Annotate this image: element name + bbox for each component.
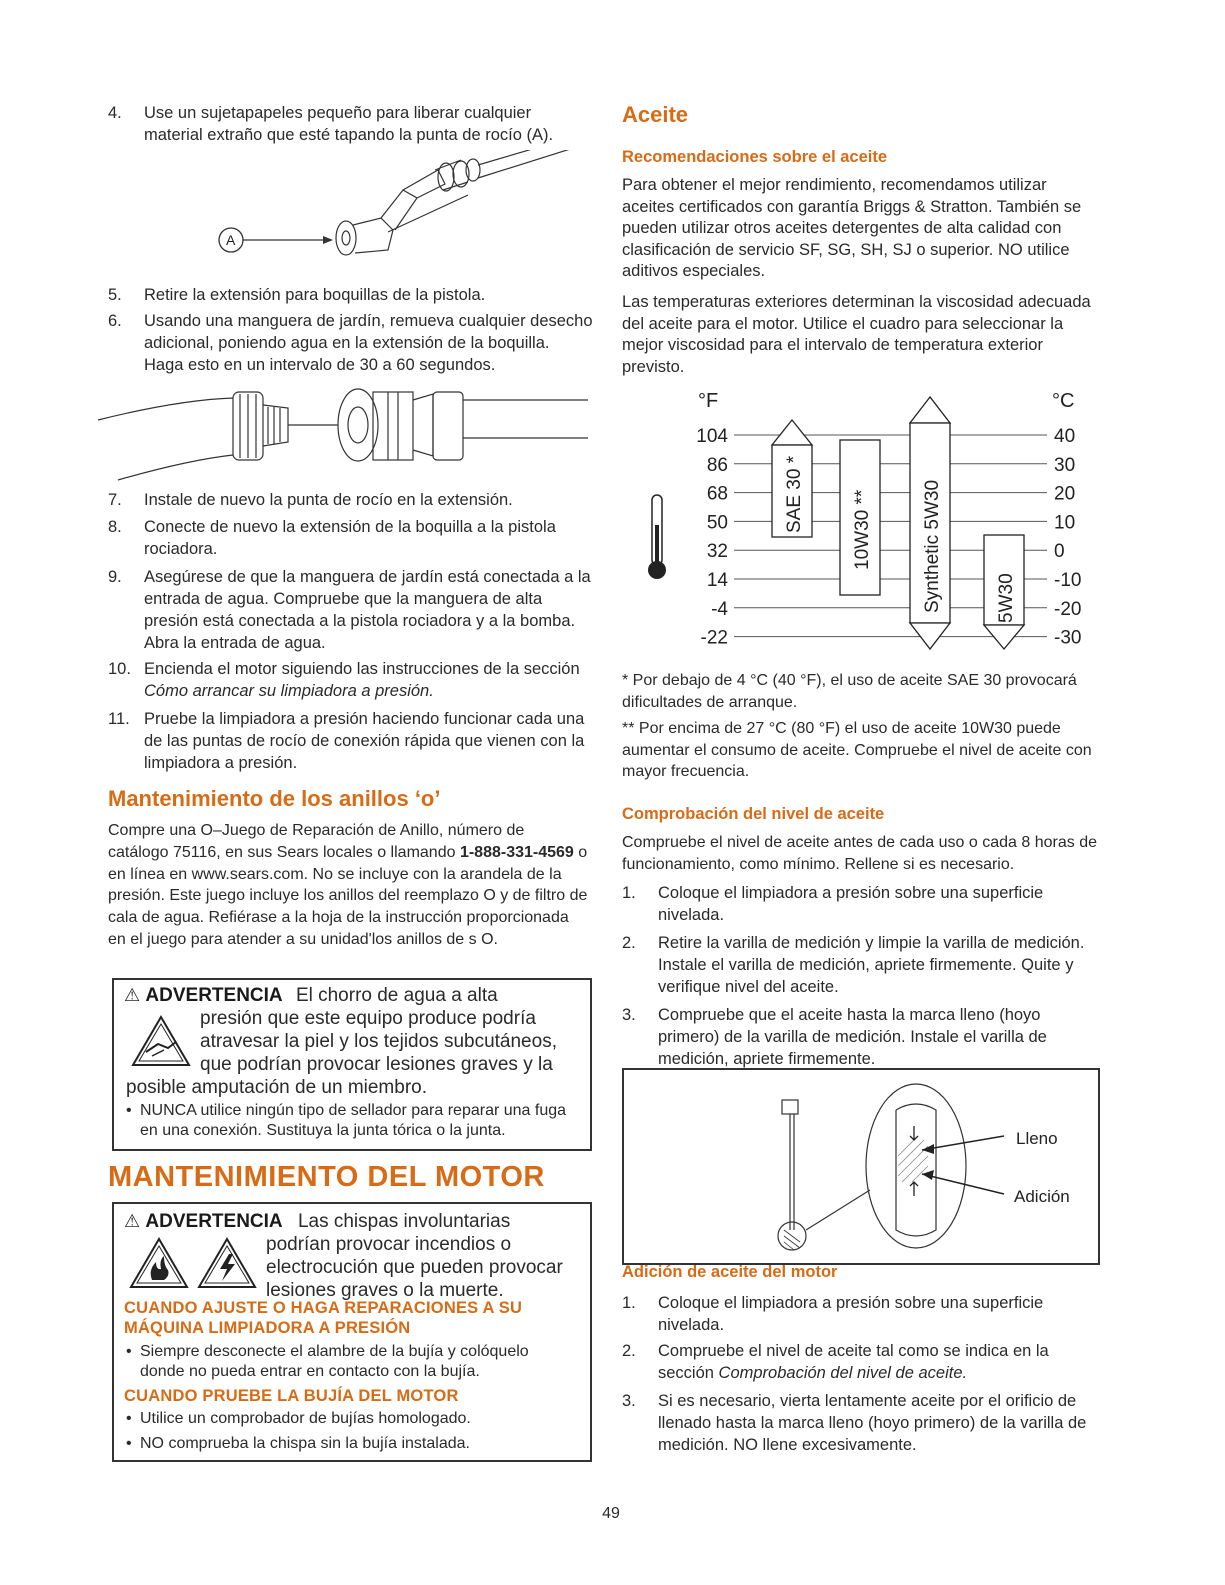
step-text: Pruebe la limpiadora a presión haciendo funcionar cada una de las puntas de rocío de conexión rápida que vienen con la limpiadora a presión. — [144, 710, 585, 772]
fahrenheit-tick-label: 14 — [706, 570, 728, 591]
check-step-3: 3. Compruebe que el aceite hasta la marca lleno (hoyo primero) de la varilla de medición. Instale el varilla de medición, apriete firmemente. — [622, 1006, 1047, 1068]
5w30-label: 5W30 — [996, 573, 1017, 623]
step-text: Usando una manguera de jardín, remueva cualquier desecho adicional, poniendo agua en la extensión de la boquilla. Haga esto en un intervalo de 30 a 60 segundos. — [144, 312, 593, 374]
warning-subheading: CUANDO AJUSTE O HAGA REPARACIONES A SU MÁQUINA LIMPIADORA A PRESIÓN — [124, 1299, 523, 1337]
step-number: 8. — [108, 518, 122, 536]
oil-recommendations-paragraph: Para obtener el mejor rendimiento, recomendamos utilizar aceites certificados con garantía Briggs & Stratton. También se pueden utilizar otros aceites detergentes de alta calidad con clasificación de servicio SF, SG, SH, SJ o superior. NO utilice aditivos especiales. — [622, 176, 1082, 280]
step-5 — [108, 284, 593, 306]
hose-coupling-icon — [98, 389, 588, 480]
dipstick-illustration — [622, 1068, 1100, 1265]
step-number: 9. — [108, 568, 122, 586]
section-reference: Cómo arrancar su limpiadora a presión. — [144, 682, 434, 700]
celsius-unit: °C — [1052, 390, 1075, 412]
warning-subheading: CUANDO PRUEBE LA BUJÍA DEL MOTOR — [124, 1387, 459, 1405]
step-4 — [108, 102, 593, 146]
step-number: 7. — [108, 491, 122, 509]
warning-bullet: • Utilice un comprobador de bujías homologado. — [126, 1410, 471, 1427]
step-11 — [108, 708, 593, 774]
synthetic-5w30-label: Synthetic 5W30 — [922, 479, 943, 613]
warning-text: posible amputación de un miembro. — [126, 1077, 428, 1098]
thermometer-icon — [648, 495, 666, 579]
warning-text: presión que este equipo produce podría — [200, 1008, 536, 1029]
oil-heading: Aceite — [622, 102, 689, 127]
fahrenheit-tick-label: -4 — [711, 598, 728, 620]
celsius-tick-label: 30 — [1054, 454, 1076, 476]
section-reference: Comprobación del nivel de aceite. — [718, 1364, 968, 1382]
warning-bullet: • NO comprueba la chispa sin la bujía instalada. — [126, 1435, 470, 1452]
add-oil-heading: Adición de aceite del motor — [622, 1263, 838, 1281]
celsius-tick-label: -10 — [1054, 570, 1082, 591]
step-number: 10. — [108, 660, 131, 678]
full-mark-label: Lleno — [1016, 1129, 1058, 1148]
celsius-tick-label: 20 — [1054, 483, 1076, 505]
warning-text: electrocución que pueden provocar — [266, 1257, 563, 1278]
warning-bullet: • Siempre desconecte el alambre de la bujía y colóquelo donde no pueda entrar en contacto con la bujía. — [126, 1343, 529, 1380]
fahrenheit-unit: °F — [698, 390, 719, 412]
callout-a-label: A — [226, 232, 236, 248]
warning-text: El chorro de agua a alta — [295, 985, 498, 1006]
warning-triangle-icon: ⚠ — [124, 1211, 141, 1231]
footnote-sae30: * Por debajo de 4 °C (40 °F), el uso de aceite SAE 30 provocará dificultades de arranque. — [622, 672, 1077, 711]
warning-title: ADVERTENCIA — [145, 1211, 283, 1232]
step-text: Instale de nuevo la punta de rocío en la extensión. — [144, 491, 513, 509]
step-9 — [108, 566, 593, 654]
spray-tip-illustration — [203, 150, 603, 275]
warning-title: ADVERTENCIA — [145, 985, 283, 1006]
synthetic-5w30-bar — [910, 397, 950, 649]
add-mark-label: Adición — [1014, 1187, 1070, 1206]
step-8 — [108, 516, 593, 560]
shock-hazard-icon — [196, 1236, 258, 1290]
add-step-2: 2. Compruebe el nivel de aceite tal como se indica en la sección Comprobación del nivel de aceite. — [622, 1342, 1049, 1382]
celsius-tick-label: 10 — [1054, 512, 1076, 534]
warning-bullet: • NUNCA utilice ningún tipo de sellador para reparar una fuga en una conexión. Sustituya la junta tórica o la junta. — [126, 1102, 567, 1139]
step-text: Asegúrese de que la manguera de jardín está conectada a la entrada de agua. Compruebe que la manguera de alta presión está conectada a la pistola rociadora y a la bomba. Abra la entrada de agua. — [144, 568, 591, 652]
warning-box-spark — [112, 1202, 592, 1462]
fahrenheit-tick-label: 86 — [706, 454, 728, 476]
step-text: Use un sujetapapeles pequeño para liberar cualquier material extraño que esté tapando la punta de rocío (A). — [144, 104, 554, 144]
step-number: 6. — [108, 312, 122, 330]
step-number: 4. — [108, 104, 122, 122]
add-step-3: 3. Si es necesario, vierta lentamente aceite por el orificio de llenado hasta la marca lleno (hoyo primero) de la varilla de medición. NO llene excesivamente. — [622, 1392, 1087, 1454]
warning-text: atravesar la piel y los tejidos subcutáneos, — [200, 1031, 557, 1052]
warning-text: que podrían provocar lesiones graves y la — [200, 1054, 553, 1075]
sae30-label: SAE 30 * — [784, 455, 805, 533]
5w30-bar — [984, 535, 1024, 649]
step-number: 5. — [108, 286, 122, 304]
injection-hazard-icon — [130, 1014, 192, 1068]
oring-heading: Mantenimiento de los anillos ‘o’ — [108, 786, 441, 811]
warning-text: podrían provocar incendios o — [266, 1234, 512, 1255]
page-number: 49 — [602, 1505, 620, 1522]
engine-maintenance-heading: MANTENIMIENTO DEL MOTOR — [108, 1161, 545, 1193]
warning-text: lesiones graves o la muerte. — [266, 1280, 504, 1301]
fahrenheit-tick-label: 32 — [706, 541, 728, 563]
step-number: 11. — [108, 710, 130, 728]
oring-paragraph: Compre una O–Juego de Reparación de Anillo, número de catálogo 75116, en sus Sears locales o llamando 1-888-331-4569 o en línea en www.sears.com. No se incluye con la arandela de la presión. Este juego incluye los anillos del reemplazo O y de filtro de cala de agua. Refiérase a la hoja de la instrucción proporcionada en el juego para atender a su unidad'los anillos de s O. — [108, 822, 588, 948]
dipstick-icon — [624, 1070, 1098, 1263]
warning-triangle-icon: ⚠ — [124, 985, 141, 1005]
fahrenheit-tick-label: -22 — [700, 627, 728, 649]
check-oil-heading: Comprobación del nivel de aceite — [622, 805, 885, 823]
step-10 — [108, 658, 593, 702]
warning-text: Las chispas involuntarias — [297, 1211, 511, 1232]
10w30-label: 10W30 ** — [852, 489, 873, 570]
step-text: Retire la extensión para boquillas de la pistola. — [144, 286, 486, 304]
celsius-tick-label: -30 — [1054, 627, 1082, 649]
oil-viscosity-chart — [642, 385, 1102, 660]
step-6 — [108, 310, 593, 376]
step-text: Conecte de nuevo la extensión de la boquilla a la pistola rociadora. — [144, 518, 556, 558]
check-step-2: 2. Retire la varilla de medición y limpie la varilla de medición. Instale el varilla de medición, apriete firmemente. Quite y verifique nivel del aceite. — [622, 934, 1085, 996]
oil-viscosity-paragraph: Las temperaturas exteriores determinan la viscosidad adecuada del aceite para el motor. Utilice el cuadro para seleccionar la mejor viscosidad para el intervalo de temperatura exterior previsto. — [622, 293, 1091, 376]
fire-hazard-icon — [128, 1236, 190, 1290]
10w30-bar — [840, 440, 880, 595]
fahrenheit-tick-label: 50 — [706, 512, 728, 534]
oil-recommendations-heading: Recomendaciones sobre el aceite — [622, 148, 888, 166]
hose-coupling-illustration — [88, 380, 593, 490]
check-oil-paragraph: Compruebe el nivel de aceite antes de cada uso o cada 8 horas de funcionamiento, como mínimo. Rellene si es necesario. — [622, 834, 1097, 873]
celsius-tick-label: 0 — [1054, 541, 1065, 563]
warning-box-pressure — [112, 978, 592, 1151]
fahrenheit-tick-label: 68 — [706, 483, 728, 505]
phone-number: 1-888-331-4569 — [459, 843, 574, 861]
celsius-tick-label: -20 — [1054, 598, 1082, 620]
step-text: Encienda el motor siguiendo las instrucciones de la sección — [144, 660, 580, 678]
celsius-tick-label: 40 — [1054, 426, 1076, 447]
footnote-10w30: ** Por encima de 27 °C (80 °F) el uso de aceite 10W30 puede aumentar el consumo de aceite. Compruebe el nivel de aceite con mayor frecuencia. — [622, 720, 1092, 780]
step-7 — [108, 489, 593, 511]
spray-tip-icon — [336, 150, 583, 255]
check-step-1: 1. Coloque el limpiadora a presión sobre una superficie nivelada. — [622, 884, 1044, 924]
add-step-1: 1. Coloque el limpiadora a presión sobre una superficie nivelada. — [622, 1294, 1044, 1334]
sae30-bar — [772, 420, 812, 537]
fahrenheit-tick-label: 104 — [696, 426, 728, 447]
